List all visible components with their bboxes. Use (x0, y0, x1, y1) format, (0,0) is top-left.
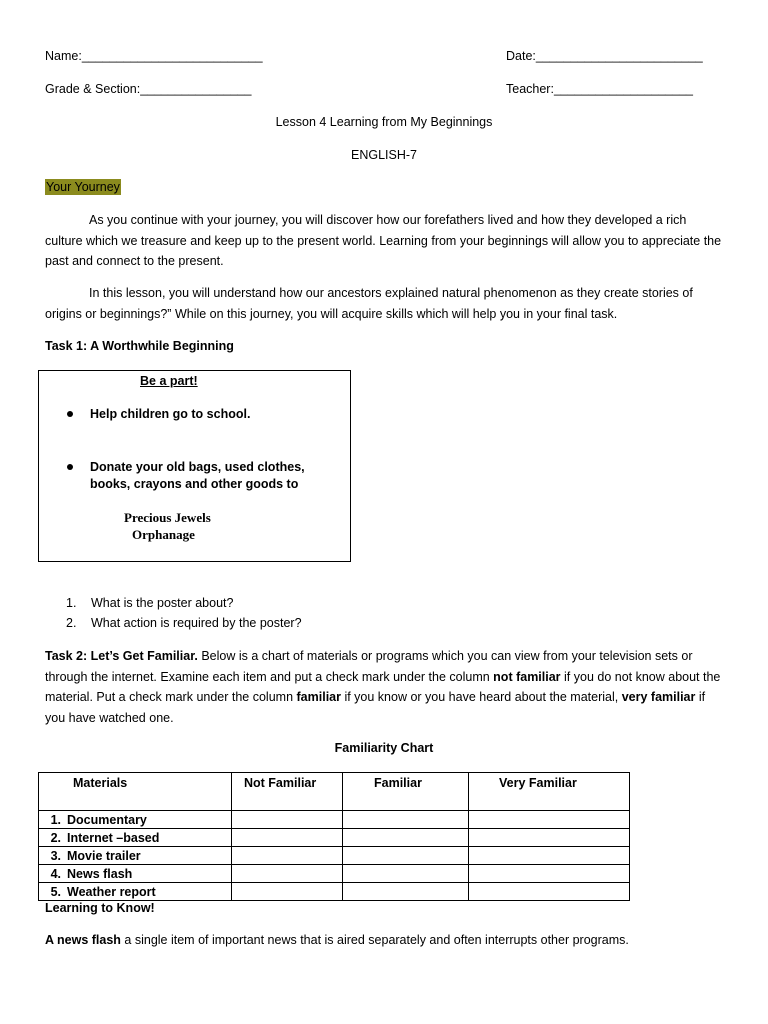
column-header-materials: Materials (39, 773, 232, 811)
row-number: 3. (50, 848, 61, 863)
table-row (39, 829, 630, 847)
familiar-cell[interactable] (343, 883, 469, 901)
journey-heading (45, 180, 121, 194)
row-number: 2. (50, 830, 61, 845)
teacher-field: Teacher:____________________ (506, 82, 693, 96)
not-familiar-cell[interactable] (232, 829, 343, 847)
task1-heading: Task 1: A Worthwhile Beginning (45, 339, 234, 353)
definition-text: a single item of important news that is aired separately and often interrupts other programs. (120, 933, 629, 947)
material-label: Documentary (67, 812, 147, 827)
news-flash-definition (45, 933, 629, 947)
journey-heading-text: Your Yourney (46, 180, 120, 194)
row-number: 1. (50, 812, 61, 827)
task2-bold-familiar: familiar (296, 690, 341, 704)
table-row (39, 811, 630, 829)
journey-p1-text: As you continue with your journey, you will discover how our forefathers lived and how they developed a rich culture which we treasure and keep up to the present world. Learning from your beginnings will allow you to appreciate the past and connect to the present. (45, 213, 722, 268)
task2-label: Task 2: Let’s Get Familiar. (45, 649, 198, 663)
material-cell (39, 847, 232, 865)
not-familiar-cell[interactable] (232, 865, 343, 883)
grade-section-field: Grade & Section:________________ (45, 82, 252, 96)
poster-org-line-1: Precious Jewels (124, 510, 211, 525)
poster-title: Be a part! (140, 374, 198, 388)
question-number: 2. (66, 616, 77, 630)
very-familiar-cell[interactable] (469, 865, 630, 883)
material-label: Internet –based (67, 830, 160, 845)
not-familiar-cell[interactable] (232, 811, 343, 829)
task2-text-1: Below is a chart of materials or programs which you can view from your television sets or through the internet. Examine each item and put a check mark under the column (45, 649, 693, 684)
task2-text-3: if you know or you have heard about the material, (340, 690, 622, 704)
bullet-dot-icon (67, 411, 73, 417)
question-item (66, 596, 234, 610)
learning-heading: Learning to Know! (45, 901, 155, 915)
familiar-cell[interactable] (343, 865, 469, 883)
material-cell (39, 883, 232, 901)
material-label: Weather report (67, 884, 156, 899)
not-familiar-cell[interactable] (232, 883, 343, 901)
question-item (66, 616, 302, 630)
journey-paragraph-2 (45, 283, 725, 324)
table-row (39, 847, 630, 865)
question-text: What is the poster about? (91, 596, 234, 610)
material-cell (39, 829, 232, 847)
poster-bullet-1: Help children go to school. (90, 407, 251, 421)
very-familiar-cell[interactable] (469, 811, 630, 829)
definition-term: A news flash (45, 933, 121, 947)
poster-org-line-2: Orphanage (132, 527, 195, 542)
lesson-title: Lesson 4 Learning from My Beginnings (275, 115, 493, 129)
table-header-row (39, 773, 630, 811)
column-header-not-familiar: Not Familiar (232, 773, 343, 811)
task2-bold-not-familiar: not familiar (493, 669, 561, 684)
journey-p2-text: In this lesson, you will understand how our ancestors explained natural phenomenon as they create stories of origins or beginnings?” While on this journey, you will acquire skills which will help you in your final task. (45, 286, 693, 321)
name-field: Name:__________________________ (45, 49, 263, 63)
task2-text-4: if you have watched one. (45, 690, 706, 725)
poster-bullet-2: Donate your old bags, used clothes, books, crayons and other goods to (90, 460, 305, 491)
familiar-cell[interactable] (343, 811, 469, 829)
table-row (39, 883, 630, 901)
bullet-dot-icon (67, 464, 73, 470)
familiar-cell[interactable] (343, 847, 469, 865)
material-label: News flash (67, 866, 133, 881)
task2-bold-very-familiar: very familiar (621, 690, 696, 704)
very-familiar-cell[interactable] (469, 847, 630, 865)
chart-title: Familiarity Chart (334, 741, 434, 755)
date-field: Date:________________________ (506, 49, 703, 63)
question-text: What action is required by the poster? (91, 616, 302, 630)
material-cell (39, 865, 232, 883)
column-header-familiar: Familiar (343, 773, 469, 811)
familiar-cell[interactable] (343, 829, 469, 847)
task2-text-2: if you do not know about the material. Put a check mark under the column (45, 669, 721, 704)
material-label: Movie trailer (67, 848, 141, 863)
journey-paragraph-1 (45, 210, 725, 272)
task2-paragraph (45, 646, 725, 728)
poster-box (38, 370, 351, 562)
table-row (39, 865, 630, 883)
very-familiar-cell[interactable] (469, 829, 630, 847)
column-header-very-familiar: Very Familiar (469, 773, 630, 811)
row-number: 4. (50, 866, 61, 881)
not-familiar-cell[interactable] (232, 847, 343, 865)
very-familiar-cell[interactable] (469, 883, 630, 901)
material-cell (39, 811, 232, 829)
subject-title: ENGLISH-7 (351, 148, 417, 162)
familiarity-table (38, 772, 630, 901)
question-number: 1. (66, 596, 77, 610)
row-number: 5. (50, 884, 61, 899)
